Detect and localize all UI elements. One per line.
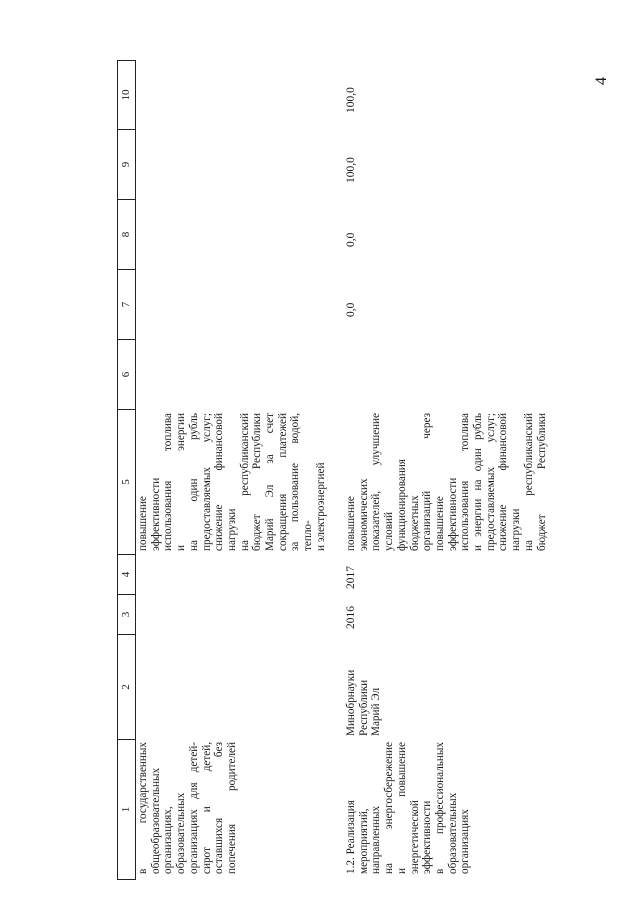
row2-col1-line: образовательных: [446, 792, 459, 874]
table-header-row: [117, 60, 136, 880]
row2-col1-line: на энергосбережение: [383, 742, 396, 874]
row2-col5-line: и энергии на один рубль: [472, 413, 485, 551]
row2-col10-value: 100,0: [345, 87, 357, 113]
header-col-6: 6: [118, 340, 135, 410]
row2-col1-line: 1.2. Реализация: [345, 800, 357, 874]
row2-col2-line: Республики: [357, 679, 370, 736]
row1-col5-line: предоставляемых услуг;: [200, 413, 213, 551]
row1-col1-line: попечения родителей: [225, 742, 238, 874]
header-col-2: 2: [118, 635, 135, 740]
row2-col5-line: на республиканский: [522, 413, 535, 551]
row2-col1-text: [345, 742, 472, 874]
row1-col5-line: эффективности: [149, 477, 162, 551]
row1-col5-line: тепло-: [302, 520, 315, 551]
header-col-3: 3: [118, 595, 135, 635]
row2-col5-line: бюджет Республики: [535, 413, 548, 551]
row2-col1-line: мероприятий,: [357, 808, 370, 874]
row2-end-year: 2017: [345, 566, 357, 589]
row1-col5-text: [137, 413, 328, 551]
row2-col1-line: направленных: [370, 805, 383, 874]
row1-col5-line: и электроэнергией: [314, 462, 327, 551]
row2-col1-line: в профессиональных: [433, 742, 446, 874]
row2-col5-line: снижение финансовой: [497, 413, 510, 551]
row2-col5-line: повышение: [433, 496, 446, 551]
row2-col5-line: повышение: [345, 496, 357, 551]
row1-col5-line: бюджет Республики: [251, 413, 264, 551]
row1-col5-line: нагрузки: [225, 508, 238, 551]
row2-col9-value: 100,0: [345, 157, 357, 183]
row1-col1-text: [137, 742, 239, 874]
row1-col5-line: использования топлива: [162, 413, 175, 551]
row1-col1-line: сирот и детей,: [200, 742, 213, 874]
row1-col1-line: организациях,: [162, 806, 175, 874]
row2-col5-line: показателей, улучшение: [370, 413, 383, 551]
row1-col1-line: оставшихся без: [213, 742, 226, 874]
row2-col8-value: 0,0: [345, 232, 357, 247]
row2-col5-line: функционирования: [395, 459, 408, 551]
row2-col5-line: нагрузки: [510, 508, 523, 551]
header-col-1: 1: [118, 740, 135, 880]
row2-col1-line: энергетической: [408, 800, 421, 874]
row2-col5-line: использования топлива: [459, 413, 472, 551]
row2-col5-line: условий: [383, 512, 396, 551]
row2-col1-line: и повышение: [395, 742, 408, 874]
row1-col1-line: общеобразовательных: [149, 767, 162, 874]
row2-col5-line: предоставляемых услуг;: [484, 413, 497, 551]
header-col-9: 9: [118, 130, 135, 200]
data-table: [117, 40, 637, 880]
row2-col2-text: [345, 636, 383, 736]
row2-col5-line: организаций через: [421, 413, 434, 551]
header-col-5: 5: [118, 410, 135, 555]
row2-col1-line: организациях: [459, 809, 472, 874]
row1-col5-line: Марий Эл за счет: [264, 413, 277, 551]
page-number: 4: [593, 77, 610, 85]
row2-col2-line: Марий Эл: [370, 687, 383, 736]
row1-col1-line: образовательных: [175, 792, 188, 874]
row2-col7-value: 0,0: [345, 302, 357, 317]
row1-col5-line: повышение: [137, 496, 149, 551]
header-col-8: 8: [118, 200, 135, 270]
row2-col5-line: экономических: [357, 478, 370, 551]
header-col-10: 10: [118, 60, 135, 130]
row1-col5-line: за пользование водой,: [289, 413, 302, 551]
row2-col5-line: бюджетных: [408, 495, 421, 551]
row1-col5-line: сокращения платежей: [276, 413, 289, 551]
row2-start-year: 2016: [345, 606, 357, 629]
row1-col5-line: на республиканский: [238, 413, 251, 551]
row2-col2-line: Минобрнауки: [345, 669, 357, 736]
row1-col1-line: в государственных: [137, 742, 149, 874]
row1-col5-line: и энергии: [175, 413, 188, 551]
row2-col5-text: [345, 413, 548, 551]
row1-col5-line: снижение финансовой: [213, 413, 226, 551]
header-col-4: 4: [118, 555, 135, 595]
row1-col1-line: организациях для детей-: [187, 742, 200, 874]
row1-col5-line: на один рубль: [187, 413, 200, 551]
header-col-7: 7: [118, 270, 135, 340]
row2-col5-line: эффективности: [446, 477, 459, 551]
row2-col1-line: эффективности: [421, 800, 434, 874]
